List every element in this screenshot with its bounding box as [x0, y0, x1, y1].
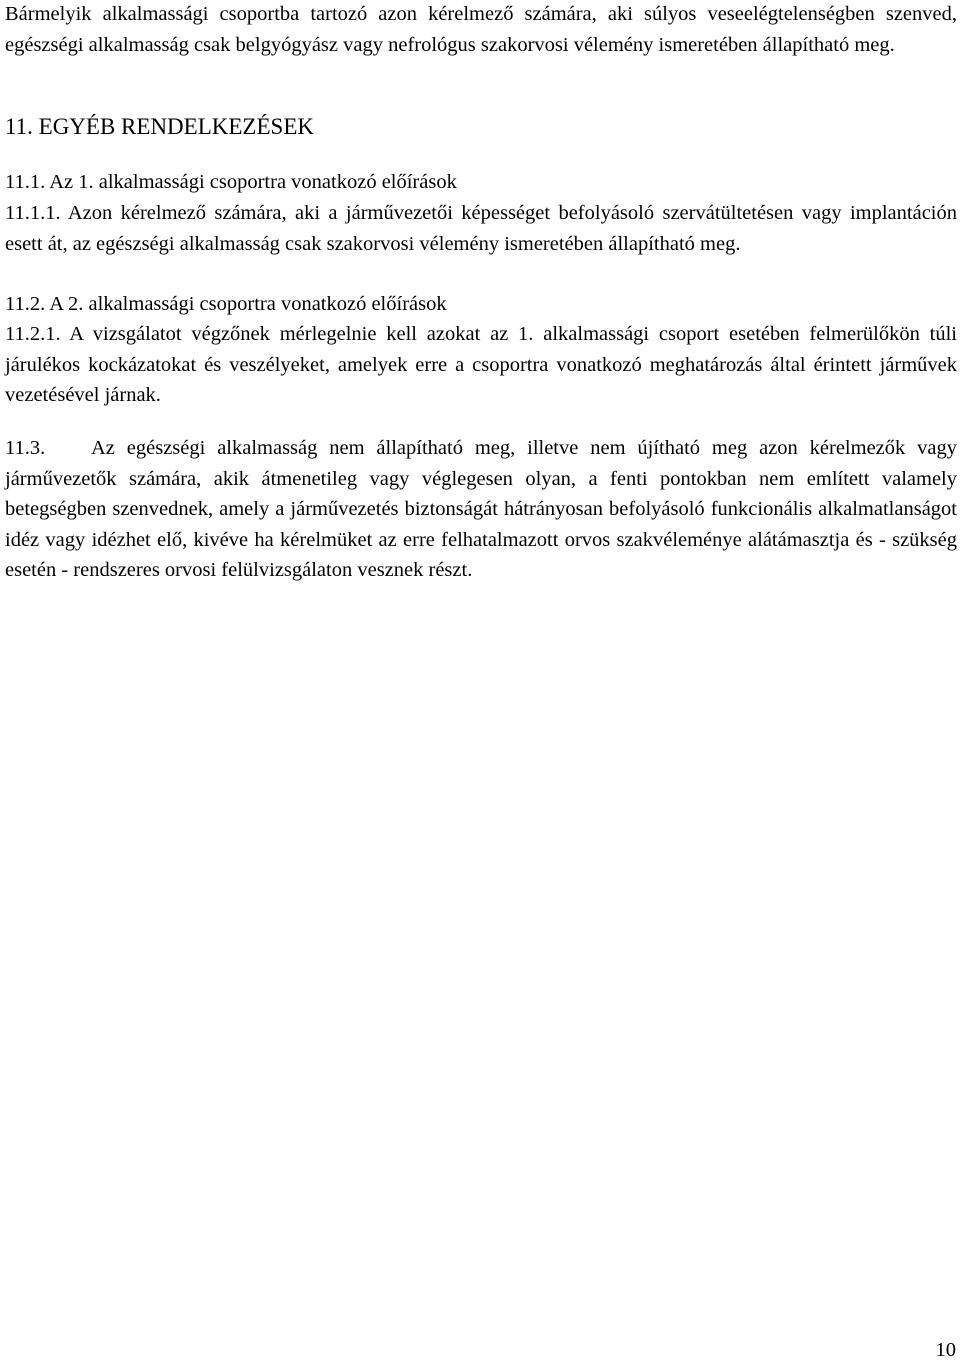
paragraph-number: 11.3.	[5, 437, 46, 459]
paragraph-text: Az egészségi alkalmasság nem állapítható meg, illetve nem újítható meg azon kérelmezők vagy járművezetők számára, akik átmenetileg vagy véglegesen olyan, a fenti pontokban nem említett valamely betegségben szenvednek, amely a járművezetés biztonságát hátrányosan befolyásoló funkcionális alkalmatlanságot idéz vagy idézhet elő, kivéve ha kérelmüket az erre felhatalmazott orvos szakvéleménye alátámasztja és - szükség esetén - rendszeres orvosi felülvizsgálaton vesznek részt.	[5, 437, 957, 581]
intro-paragraph: Bármelyik alkalmassági csoportba tartozó azon kérelmező számára, aki súlyos veseelégtelenségben szenved, egészségi alkalmasság csak belgyógyász vagy nefrológus szakorvosi vélemény ismeretében állapítható meg.	[5, 3, 957, 56]
paragraph-11-3	[5, 433, 957, 586]
subsection-heading-11-1: 11.1. Az 1. alkalmassági csoportra vonatkozó előírások	[5, 171, 457, 193]
page-number: 10	[935, 1339, 956, 1361]
subsection-heading-11-2: 11.2. A 2. alkalmassági csoportra vonatkozó előírások	[5, 293, 447, 315]
section-heading: 11. EGYÉB RENDELKEZÉSEK	[5, 114, 314, 139]
paragraph-11-2-1: 11.2.1. A vizsgálatot végzőnek mérlegelnie kell azokat az 1. alkalmassági csoport esetében felmerülőkön túli járulékos kockázatokat és veszélyeket, amelyek erre a csoportra vonatkozó meghatározás által érintett járművek vezetésével járnak.	[5, 323, 957, 406]
paragraph-11-1-1: 11.1.1. Azon kérelmező számára, aki a járművezetői képességet befolyásoló szervátültetésen vagy implantáción esett át, az egészségi alkalmasság csak szakorvosi vélemény ismeretében állapítható meg.	[5, 202, 957, 255]
